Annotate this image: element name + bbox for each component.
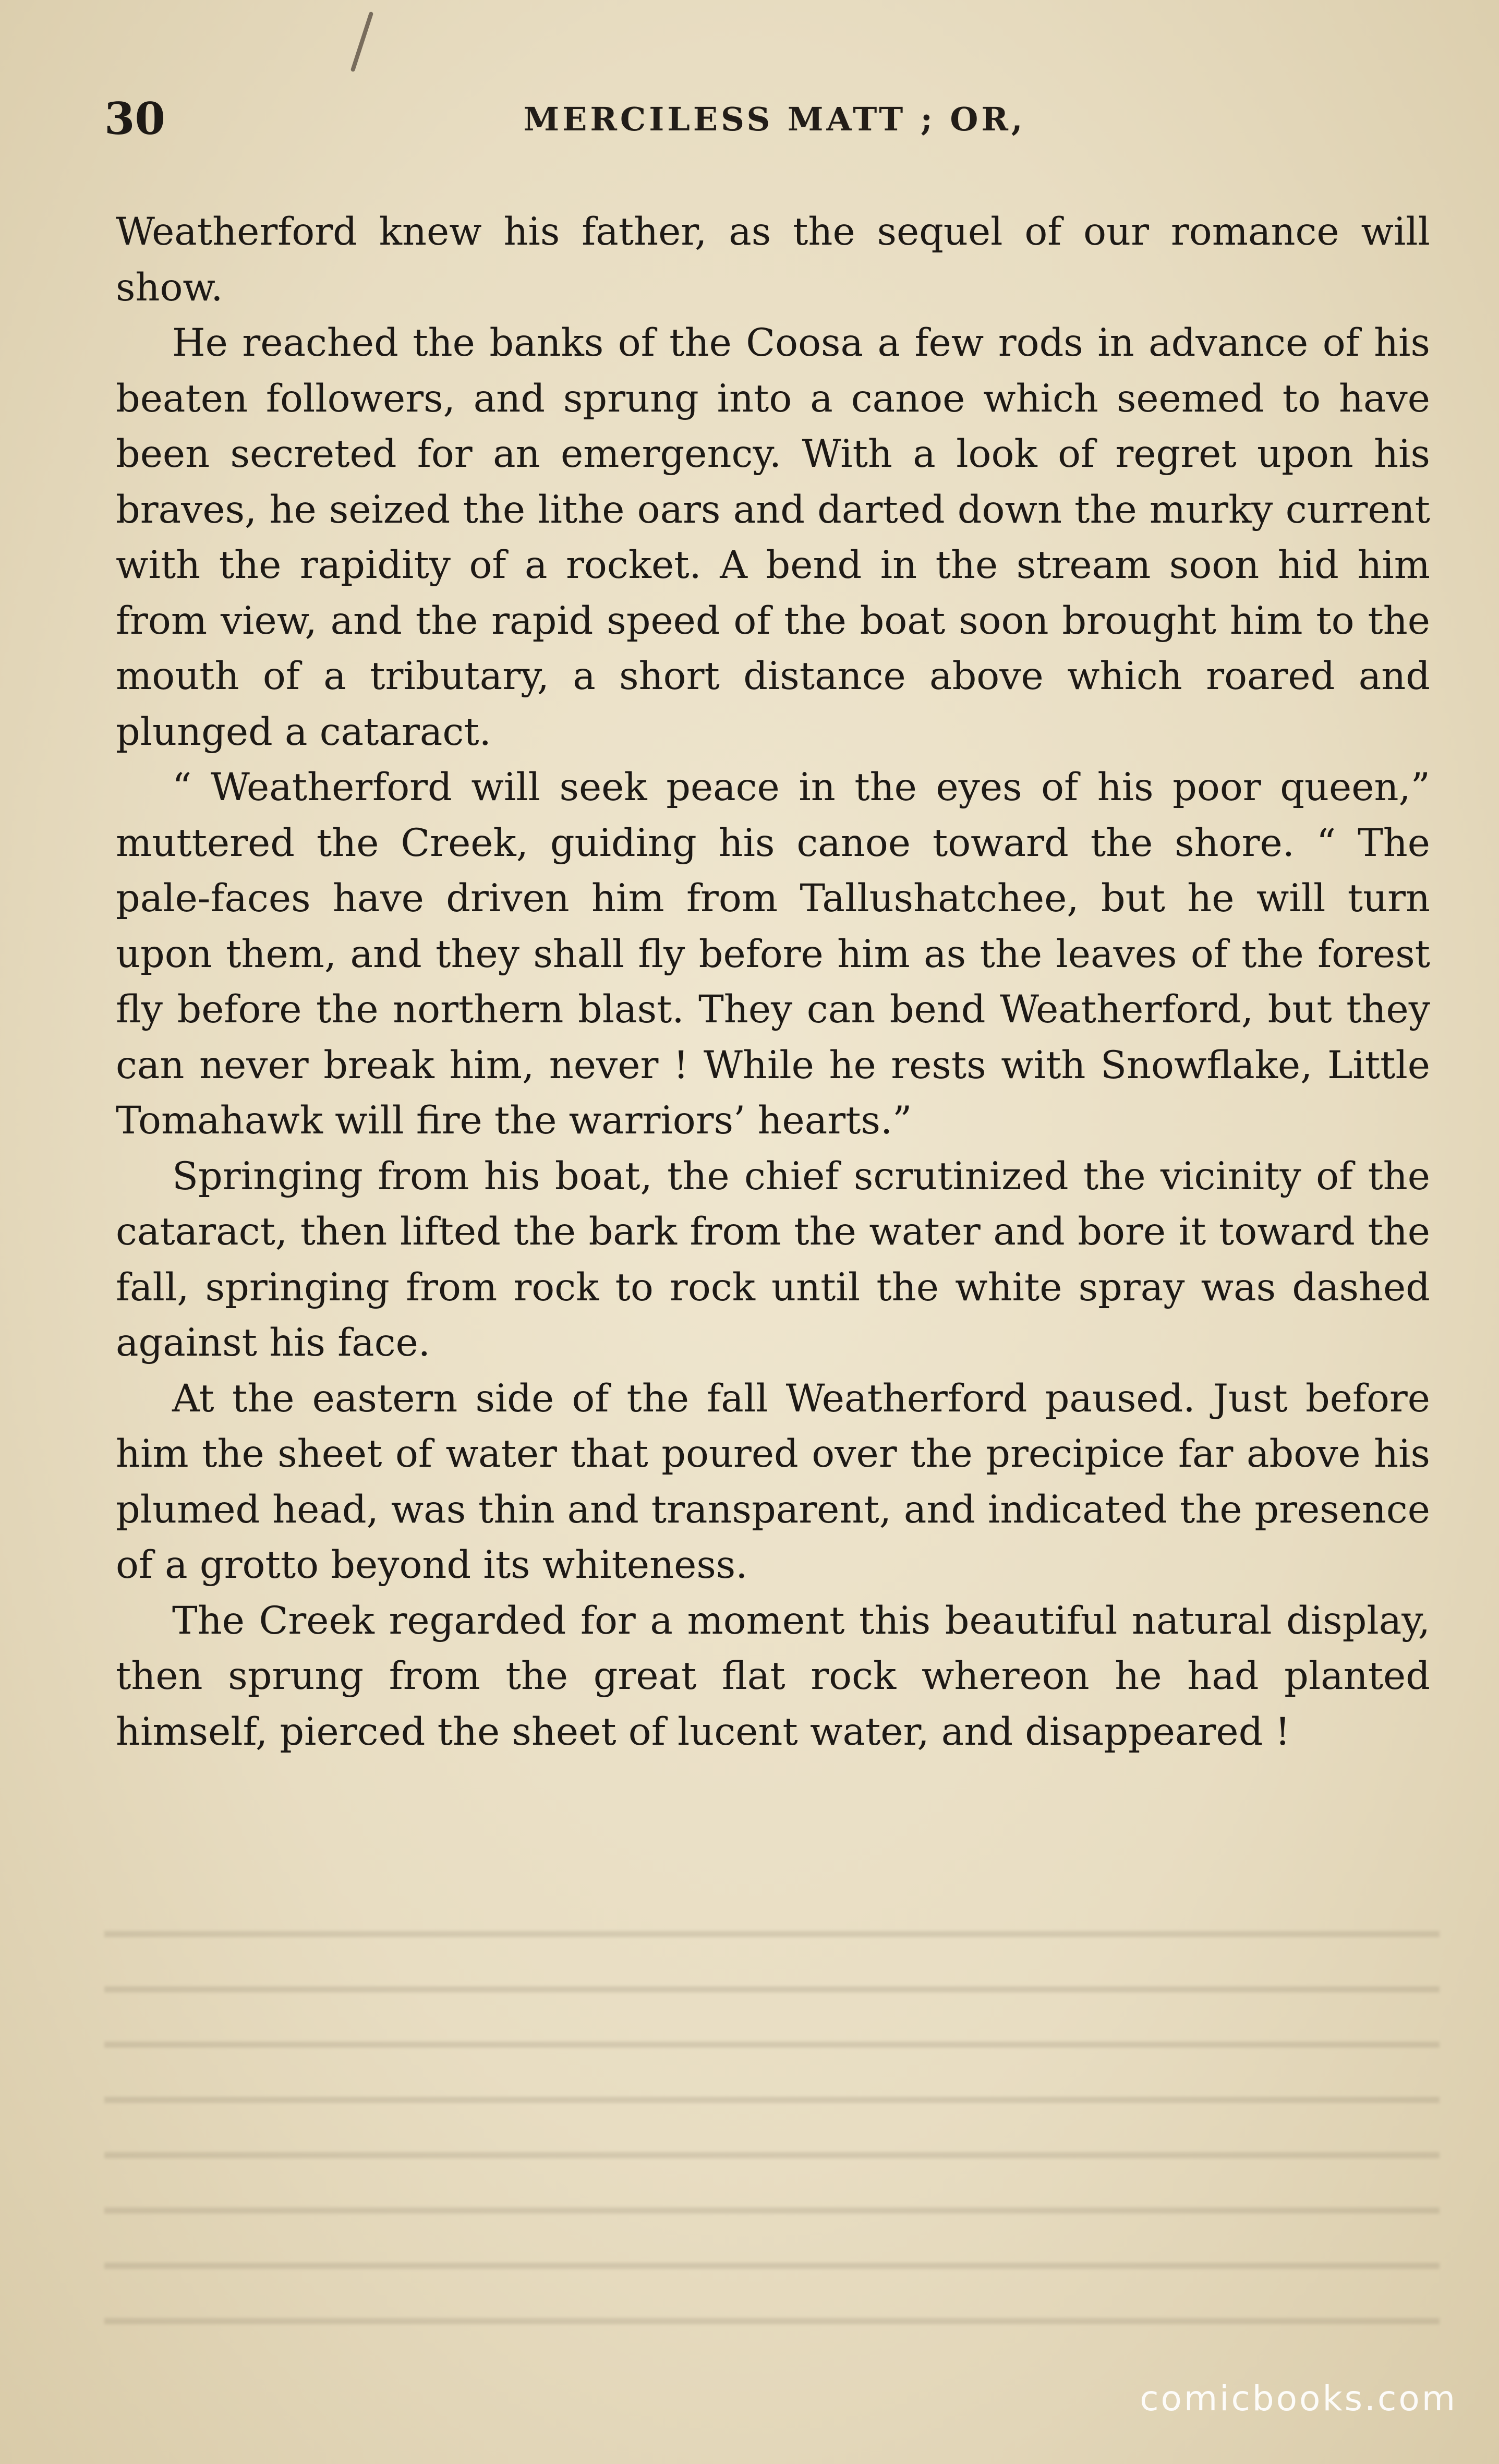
paragraph: At the eastern side of the fall Weatherford paused. Just before him the sheet of water that poured over the precipice far above his plumed head, was thin and transparent, and indicated the presence of a grotto beyond its whiteness. bbox=[116, 1376, 1430, 1587]
watermark: comicbooks.com bbox=[1140, 2378, 1457, 2419]
paragraph: Weatherford knew his father, as the sequel of our romance will show. bbox=[116, 210, 1430, 310]
paragraph: He reached the banks of the Coosa a few rods in advance of his beaten followers, and sprung into a canoe which seemed to have been secreted for an emergency. With a look of regret upon his braves, he seized the lithe oars and darted down the murky current with the rapidity of a rocket. A bend in the stream soon hid him from view, and the rapid speed of the boat soon brought him to the mouth of a tributary, a short distance above which roared and plunged a cataract. bbox=[116, 321, 1430, 754]
page-header bbox=[104, 93, 1445, 155]
paragraph: Springing from his boat, the chief scrutinized the vicinity of the cataract, then lifted the bark from the water and bore it toward the fall, springing from rock to rock until the white spray was dashed against his face. bbox=[116, 1154, 1430, 1365]
page-number: 30 bbox=[104, 93, 165, 144]
running-head: MERCILESS MATT ; OR, bbox=[523, 100, 1026, 138]
bleed-through-text bbox=[104, 1899, 1440, 2358]
body-text bbox=[116, 204, 1430, 1760]
paragraph: “ Weatherford will seek peace in the eyes of his poor queen,” muttered the Creek, guiding his canoe toward the shore. “ The pale-faces have driven him from Tallushatchee, but he will turn upon them, and they shall fly before him as the leaves of the forest fly before the northern blast. They can bend Weatherford, but they can never break him, never ! While he rests with Snowflake, Little Tomahawk will fire the warriors’ hearts.” bbox=[116, 765, 1430, 1143]
paragraph: The Creek regarded for a moment this beautiful natural display, then sprung from the great flat rock whereon he had planted himself, pierced the sheet of lucent water, and disappeared ! bbox=[116, 1598, 1430, 1754]
ink-smudge bbox=[350, 11, 374, 73]
